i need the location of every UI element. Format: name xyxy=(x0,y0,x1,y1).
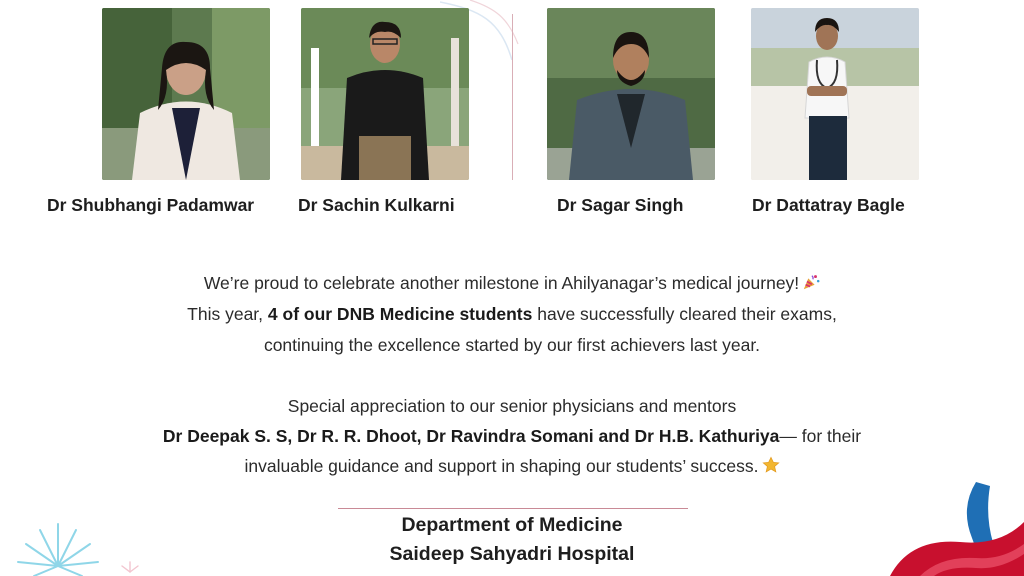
doctor-photo-3 xyxy=(547,8,715,180)
message-line-4: Special appreciation to our senior physicians and mentors xyxy=(287,396,737,416)
portrait-man-stethoscope-icon xyxy=(751,8,919,180)
star-icon xyxy=(762,456,780,474)
message-line-6-text: invaluable guidance and support in shaping our students’ success. xyxy=(244,456,759,476)
message-line-2 xyxy=(40,304,984,325)
message-line-5-post: — for their xyxy=(779,426,862,446)
message-line-6 xyxy=(40,456,984,477)
doctor-name-1: Dr Shubhangi Padamwar xyxy=(47,195,255,215)
message-line-1-text: We’re proud to celebrate another milestone in Ahilyanagar’s medical journey! xyxy=(203,273,800,293)
message-line-3: continuing the excellence started by our first achievers last year. xyxy=(263,335,761,355)
hospital-logo-ribbon-icon xyxy=(890,478,1024,576)
doctor-name-3: Dr Sagar Singh xyxy=(557,195,684,215)
doctor-name-4: Dr Dattatray Bagle xyxy=(752,195,905,215)
firework-icon xyxy=(0,506,140,576)
doctor-photo-2 xyxy=(301,8,469,180)
doctor-photo-4 xyxy=(751,8,919,180)
footer-divider xyxy=(338,508,688,509)
hospital-name: Saideep Sahyadri Hospital xyxy=(389,543,635,565)
message-line-2-post: have successfully cleared their exams, xyxy=(532,304,837,324)
portrait-man-suit-icon xyxy=(547,8,715,180)
message-line-1 xyxy=(40,273,984,294)
message-line-2-pre: This year, xyxy=(187,304,268,324)
party-popper-icon xyxy=(802,273,820,291)
message-line-2-bold: 4 of our DNB Medicine students xyxy=(267,304,533,324)
department-name: Department of Medicine xyxy=(401,514,623,536)
mentors-names: Dr Deepak S. S, Dr R. R. Dhoot, Dr Ravindra Somani and Dr H.B. Kathuriya xyxy=(162,426,780,446)
vertical-divider xyxy=(512,14,513,180)
doctor-name-2: Dr Sachin Kulkarni xyxy=(298,195,455,215)
portrait-woman-blazer-icon xyxy=(102,8,270,180)
message-line-5 xyxy=(40,426,984,447)
portrait-man-black-shirt-icon xyxy=(301,8,469,180)
doctor-photo-1 xyxy=(102,8,270,180)
